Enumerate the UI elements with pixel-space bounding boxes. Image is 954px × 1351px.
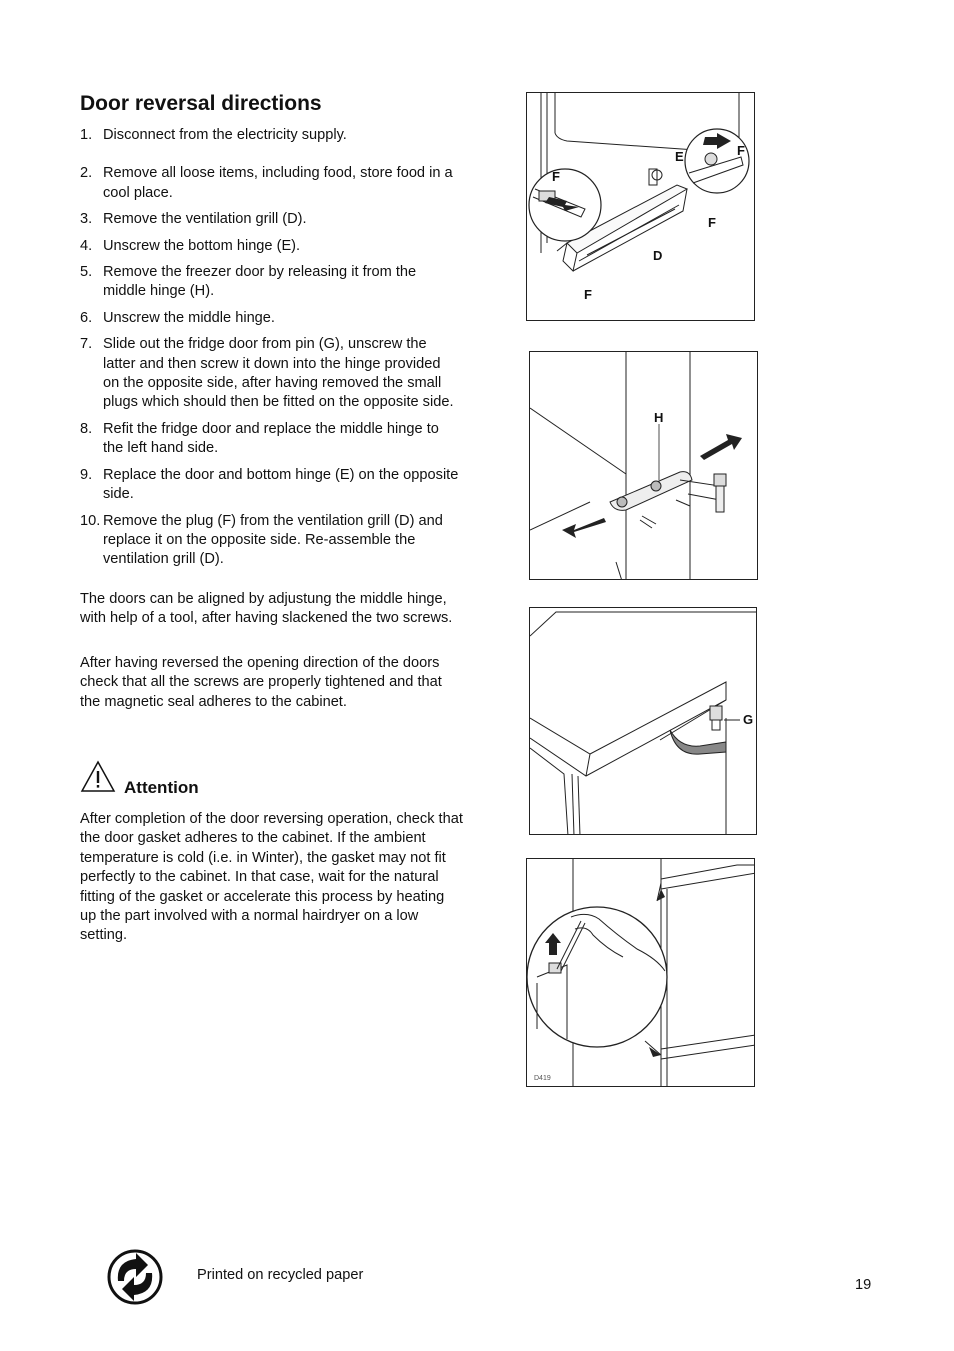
figure-code: D419 xyxy=(534,1075,551,1082)
step-number: 2. xyxy=(80,165,93,182)
screws-check-paragraph: After having reversed the opening direction of the doors check that all the screws are properly tightened and that the magnetic seal adheres to the cabinet. xyxy=(80,655,442,710)
recycled-paper-note: Printed on recycled paper xyxy=(197,1267,364,1283)
step-number: 4. xyxy=(80,237,93,254)
page-number: 19 xyxy=(855,1277,872,1293)
step-text: Replace the door and bottom hinge (E) on the opposite side. xyxy=(103,466,459,503)
step-item xyxy=(80,126,460,145)
step-text: Slide out the fridge door from pin (G), unscrew the latter and then screw it down into the hinge provided on the opposite side, after having removed the small plugs which should then be fitted on the opposite side. xyxy=(103,336,454,411)
step-number: 5. xyxy=(80,264,93,281)
label-d: D xyxy=(653,248,663,263)
figure-middle-hinge xyxy=(529,351,758,580)
label-f: F xyxy=(708,215,716,230)
step-item xyxy=(80,335,460,413)
step-number: 9. xyxy=(80,466,93,483)
warning-triangle-icon xyxy=(80,760,116,794)
step-text: Remove the plug (F) from the ventilation grill (D) and replace it on the opposite side. Re-assemble the ventilation grill (D). xyxy=(103,512,443,568)
step-item xyxy=(80,210,460,229)
step-item xyxy=(80,237,460,256)
step-number: 1. xyxy=(80,127,93,143)
label-f: F xyxy=(737,143,745,158)
step-text: Disconnect from the electricity supply. xyxy=(103,127,347,143)
step-text: Remove the freezer door by releasing it from the middle hinge (H). xyxy=(103,264,417,300)
step-number: 3. xyxy=(80,211,93,228)
gasket-illustration xyxy=(527,859,755,1087)
attention-text: After completion of the door reversing operation, check that the door gasket adheres to the cabinet. If the ambient temperature is cold (i.e. in Winter), the gasket may not fit perfectly to the cabinet. In that case, wait for the natural fitting of the gasket or accelerate this process by heating up the part involved with a normal hairdryer on a low setting. xyxy=(80,811,463,944)
step-item xyxy=(80,309,460,328)
step-text: Refit the fridge door and replace the middle hinge to the left hand side. xyxy=(103,420,439,457)
step-item xyxy=(80,512,460,570)
pin-illustration xyxy=(530,608,757,835)
figure-gasket xyxy=(526,858,755,1087)
step-text: Remove all loose items, including food, store food in a cool place. xyxy=(103,165,453,201)
step-item xyxy=(80,420,460,459)
alignment-paragraph: The doors can be aligned by adjustung the middle hinge, with help of a tool, after having slackened the two screws. xyxy=(80,591,453,627)
attention-label: Attention xyxy=(124,778,199,797)
label-f: F xyxy=(552,169,560,184)
step-item xyxy=(80,263,460,302)
steps-list xyxy=(80,126,460,577)
page-title: Door reversal directions xyxy=(80,92,322,115)
step-number: 6. xyxy=(80,309,93,326)
recycling-logo-icon xyxy=(106,1247,164,1307)
figure-pin xyxy=(529,607,757,835)
label-h: H xyxy=(654,410,664,425)
step-text: Unscrew the bottom hinge (E). xyxy=(103,237,301,254)
attention-heading xyxy=(80,760,380,800)
middle-hinge-illustration xyxy=(530,352,758,580)
figure-ventilation-grill xyxy=(526,92,755,321)
step-number: 7. xyxy=(80,336,93,353)
step-item xyxy=(80,164,460,203)
step-item xyxy=(80,466,460,505)
step-text: Unscrew the middle hinge. xyxy=(103,309,275,326)
label-f: F xyxy=(584,287,592,302)
ventilation-grill-illustration xyxy=(527,93,755,321)
step-number: 10. xyxy=(80,512,101,529)
step-number: 8. xyxy=(80,420,93,437)
label-e: E xyxy=(675,149,684,164)
label-g: G xyxy=(743,712,754,727)
step-text: Remove the ventilation grill (D). xyxy=(103,211,307,228)
